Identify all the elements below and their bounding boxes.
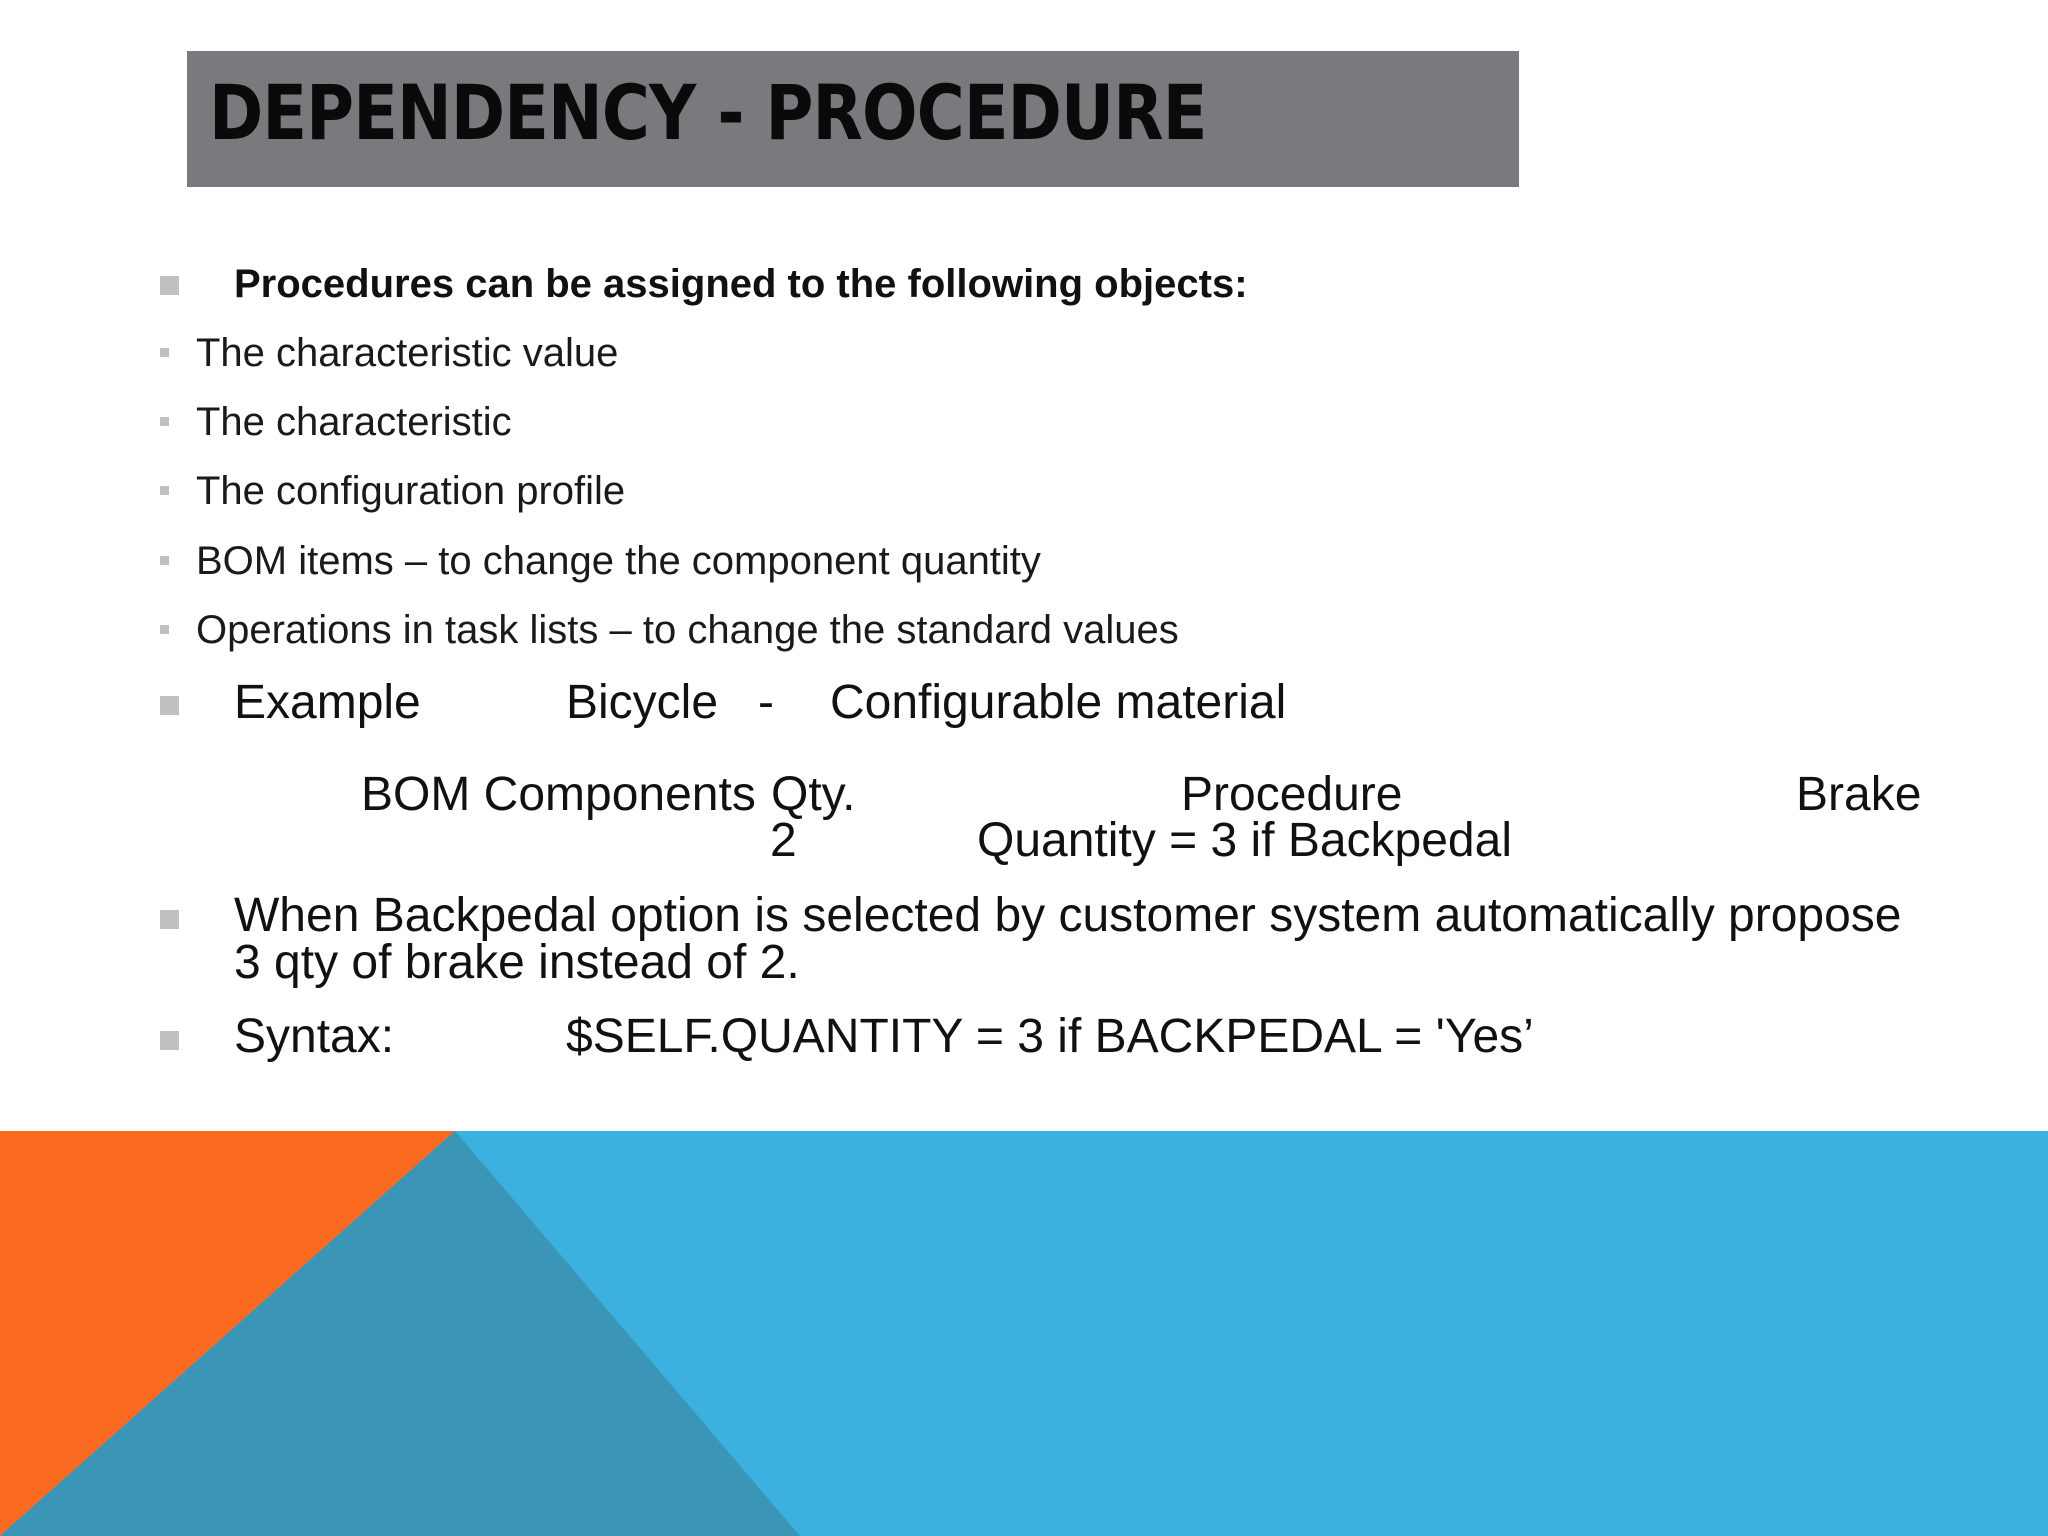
- slide-title: DEPENDENCY - PROCEDURE: [209, 68, 1207, 157]
- procedure-header: Procedure: [1181, 768, 1403, 821]
- bom-components-header: BOM Components: [361, 768, 756, 821]
- object-item: The configuration profile: [196, 469, 626, 513]
- example-dash: -: [758, 676, 774, 729]
- component-qty: 2: [770, 814, 797, 867]
- component-procedure: Quantity = 3 if Backpedal: [977, 814, 1512, 867]
- bullet-square-icon: [160, 276, 179, 295]
- syntax-label: Syntax:: [234, 1010, 395, 1063]
- object-item: The characteristic value: [196, 331, 619, 375]
- title-bar: [187, 51, 1519, 187]
- explanation-line-1: When Backpedal option is selected by customer system automatically propose: [234, 889, 1902, 942]
- decorative-footer-shapes: [0, 1131, 2048, 1536]
- object-item: Operations in task lists – to change the standard values: [196, 608, 1179, 652]
- example-material: Bicycle: [566, 676, 719, 729]
- explanation-line-2: 3 qty of brake instead of 2.: [234, 936, 800, 989]
- intro-text: Procedures can be assigned to the following objects:: [234, 262, 1248, 306]
- sub-bullet-icon: [160, 625, 169, 634]
- object-item: The characteristic: [196, 400, 512, 444]
- sub-bullet-icon: [160, 417, 169, 426]
- bullet-square-icon: [160, 910, 179, 929]
- example-label: Example: [234, 676, 421, 729]
- bullet-square-icon: [160, 696, 179, 715]
- bullet-square-icon: [160, 1031, 179, 1050]
- object-item: BOM items – to change the component quantity: [196, 539, 1041, 583]
- sub-bullet-icon: [160, 348, 169, 357]
- sub-bullet-icon: [160, 556, 169, 565]
- component-brake: Brake: [1796, 768, 1922, 821]
- example-type: Configurable material: [830, 676, 1287, 729]
- syntax-code: $SELF.QUANTITY = 3 if BACKPEDAL = 'Yes’: [566, 1010, 1534, 1063]
- qty-header: Qty.: [771, 768, 856, 821]
- sub-bullet-icon: [160, 486, 169, 495]
